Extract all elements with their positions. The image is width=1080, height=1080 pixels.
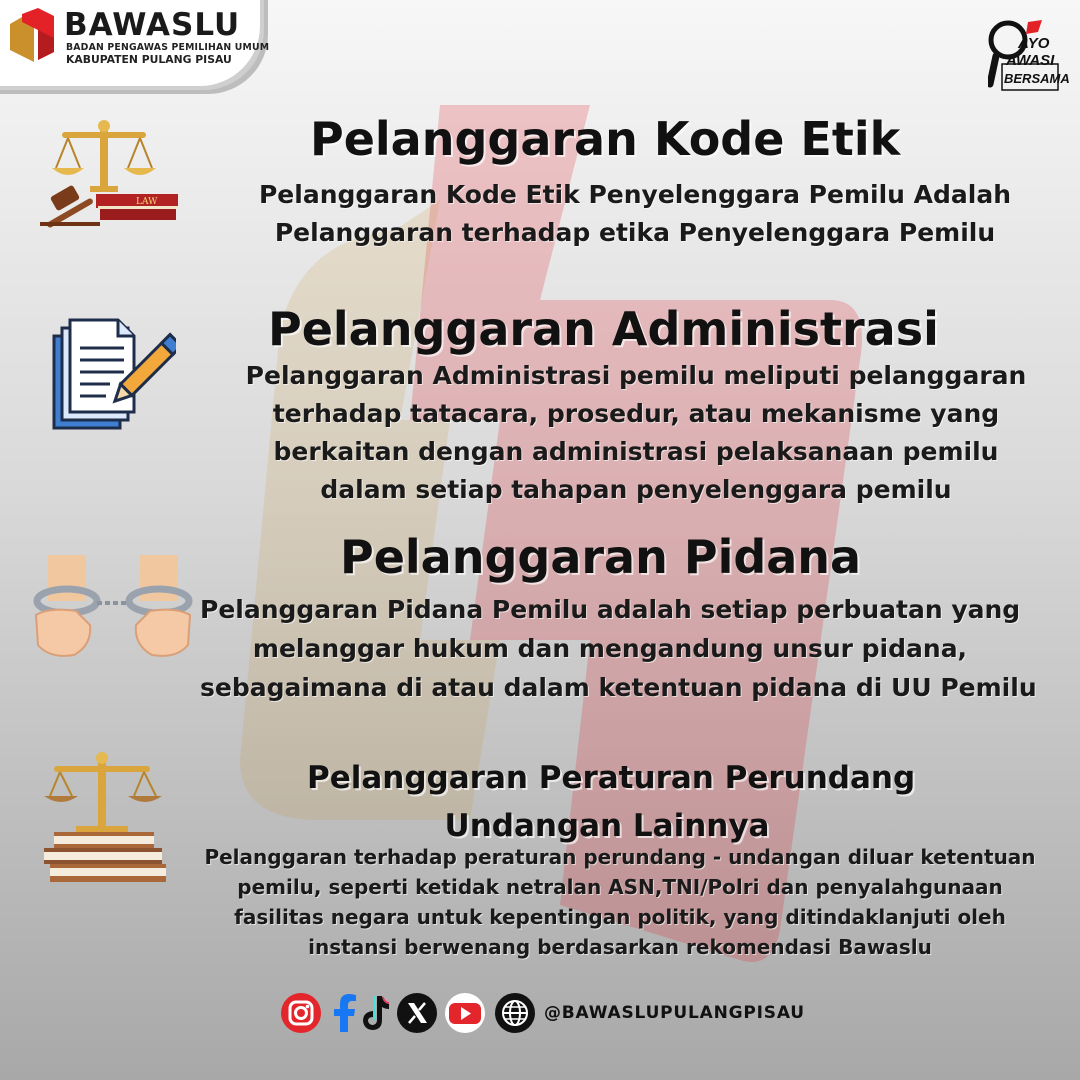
badge-line-1: AYO <box>1018 35 1050 52</box>
bawaslu-logo-icon <box>8 8 60 64</box>
section-desc-peraturan <box>196 842 1044 962</box>
section-desc-pidana <box>200 590 1037 707</box>
badge-line-3: BERSAMA <box>1004 71 1070 86</box>
desc-line: instansi berwenang berdasarkan rekomendasi Bawaslu <box>308 935 932 959</box>
document-pen-icon <box>50 318 176 434</box>
ayo-awasi-bersama-badge <box>988 18 1070 92</box>
x-icon[interactable] <box>396 992 438 1034</box>
section-desc-kode-etik <box>240 176 1030 252</box>
title-line: Pelanggaran Peraturan Perundang <box>307 760 916 796</box>
section-title-pidana: Pelanggaran Pidana <box>340 530 862 584</box>
social-handle[interactable]: @BAWASLUPULANGPISAU <box>544 1003 805 1023</box>
youtube-icon[interactable] <box>444 992 486 1034</box>
desc-line: dalam setiap tahapan penyelenggara pemilu <box>320 475 952 504</box>
facebook-icon[interactable] <box>330 992 360 1034</box>
desc-line: Pelanggaran terhadap peraturan perundang - undangan diluar ketentuan <box>204 845 1036 869</box>
desc-line: Pelanggaran Kode Etik Penyelenggara Pemilu Adalah <box>258 180 1011 209</box>
desc-line: berkaitan dengan administrasi pelaksanaan pemilu <box>273 437 999 466</box>
desc-line: sebagaimana di atau dalam ketentuan pidana di UU Pemilu <box>200 673 1037 702</box>
scales-books-icon <box>40 752 170 884</box>
badge-line-2: AWASI <box>1006 52 1055 69</box>
desc-line: melanggar hukum dan mengandung unsur pidana, <box>252 634 968 663</box>
section-desc-administrasi <box>236 357 1036 509</box>
desc-line: pemilu, seperti ketidak netralan ASN,TNI/Polri dan penyalahgunaan <box>237 875 1003 899</box>
tiktok-icon[interactable] <box>360 992 390 1034</box>
section-title-administrasi: Pelanggaran Administrasi <box>268 302 939 356</box>
desc-line: terhadap tatacara, prosedur, atau mekanisme yang <box>272 399 1000 428</box>
desc-line: Pelanggaran terhadap etika Penyelenggara Pemilu <box>274 218 996 247</box>
website-icon[interactable] <box>494 992 536 1034</box>
instagram-icon[interactable] <box>280 992 322 1034</box>
scales-law-book-icon <box>40 118 180 234</box>
brand-subtitle-2: KABUPATEN PULANG PISAU <box>66 53 232 66</box>
section-title-kode-etik: Pelanggaran Kode Etik <box>310 112 901 166</box>
brand-name: BAWASLU <box>64 7 241 43</box>
brand-subtitle-1: BADAN PENGAWAS PEMILIHAN UMUM <box>66 42 270 53</box>
section-title-peraturan <box>307 754 916 850</box>
handcuffs-icon <box>30 555 196 665</box>
title-line: Undangan Lainnya <box>444 808 770 844</box>
desc-line: fasilitas negara untuk kepentingan politik, yang ditindaklanjuti oleh <box>234 905 1006 929</box>
desc-line: Pelanggaran Pidana Pemilu adalah setiap perbuatan yang <box>200 595 1021 624</box>
desc-line: Pelanggaran Administrasi pemilu meliputi pelanggaran <box>245 361 1027 390</box>
svg-text:LAW: LAW <box>136 197 158 207</box>
